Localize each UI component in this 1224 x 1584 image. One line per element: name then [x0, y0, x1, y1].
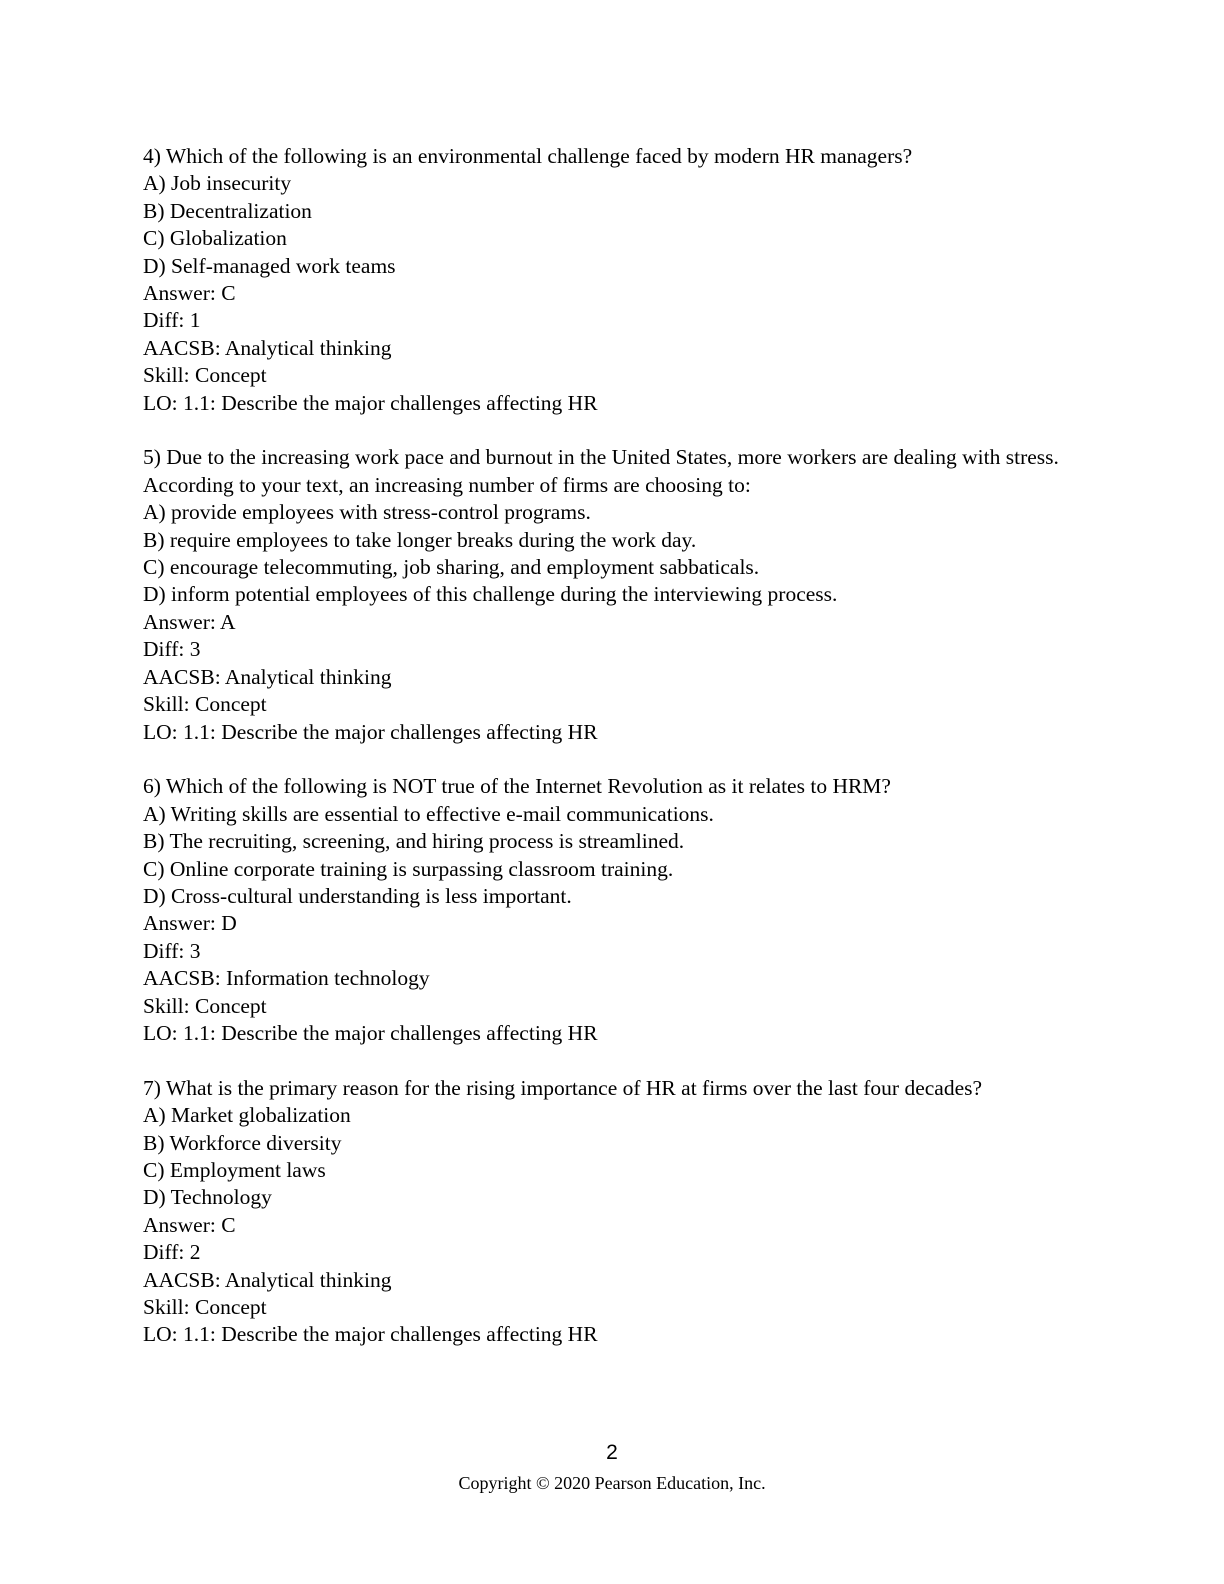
answer-key: Answer: C: [143, 1212, 236, 1237]
question-4: [143, 143, 1103, 417]
aacsb-tag: AACSB: Analytical thinking: [143, 1267, 392, 1292]
page-content: [143, 143, 1103, 1376]
answer-option-a: A) provide employees with stress-control programs.: [143, 500, 591, 525]
answer-option-c: C) Globalization: [143, 226, 287, 251]
answer-option-c: C) encourage telecommuting, job sharing, and employment sabbaticals.: [143, 555, 760, 580]
answer-option-c: C) Online corporate training is surpassing classroom training.: [143, 856, 674, 881]
difficulty: Diff: 1: [143, 308, 201, 333]
answer-option-d: D) inform potential employees of this challenge during the interviewing process.: [143, 582, 838, 607]
answer-option-a: A) Market globalization: [143, 1103, 351, 1128]
answer-option-b: B) The recruiting, screening, and hiring process is streamlined.: [143, 829, 685, 854]
answer-key: Answer: A: [143, 609, 236, 634]
question-prompt: 4) Which of the following is an environmental challenge faced by modern HR managers?: [143, 144, 913, 168]
learning-objective: LO: 1.1: Describe the major challenges affecting HR: [143, 1020, 598, 1045]
skill-tag: Skill: Concept: [143, 993, 267, 1018]
answer-option-d: D) Technology: [143, 1185, 272, 1210]
question-7: [143, 1075, 1103, 1349]
question-6: [143, 773, 1103, 1047]
answer-key: Answer: C: [143, 281, 236, 306]
copyright-notice: Copyright © 2020 Pearson Education, Inc.: [458, 1473, 766, 1493]
answer-option-b: B) require employees to take longer breaks during the work day.: [143, 527, 697, 552]
difficulty: Diff: 3: [143, 938, 201, 963]
answer-option-b: B) Workforce diversity: [143, 1130, 342, 1155]
answer-option-d: D) Cross-cultural understanding is less important.: [143, 883, 572, 908]
page-number: 2: [606, 1441, 618, 1464]
learning-objective: LO: 1.1: Describe the major challenges affecting HR: [143, 719, 598, 744]
question-prompt: 5) Due to the increasing work pace and burnout in the United States, more workers are dealing with stress. According to your text, an increasing number of firms are choosing to:: [143, 445, 1059, 497]
difficulty: Diff: 3: [143, 637, 201, 662]
answer-key: Answer: D: [143, 911, 237, 936]
answer-option-d: D) Self-managed work teams: [143, 253, 396, 278]
question-prompt: 7) What is the primary reason for the rising importance of HR at firms over the last four decades?: [143, 1075, 983, 1100]
aacsb-tag: AACSB: Analytical thinking: [143, 664, 392, 689]
skill-tag: Skill: Concept: [143, 1295, 267, 1320]
answer-option-c: C) Employment laws: [143, 1157, 326, 1182]
learning-objective: LO: 1.1: Describe the major challenges affecting HR: [143, 1322, 598, 1347]
answer-option-a: A) Writing skills are essential to effective e-mail communications.: [143, 801, 714, 826]
skill-tag: Skill: Concept: [143, 363, 267, 388]
learning-objective: LO: 1.1: Describe the major challenges affecting HR: [143, 390, 598, 415]
answer-option-a: A) Job insecurity: [143, 171, 292, 196]
aacsb-tag: AACSB: Analytical thinking: [143, 335, 392, 360]
aacsb-tag: AACSB: Information technology: [143, 966, 430, 991]
skill-tag: Skill: Concept: [143, 692, 267, 717]
question-5: [143, 444, 1103, 745]
difficulty: Diff: 2: [143, 1240, 201, 1265]
question-prompt: 6) Which of the following is NOT true of the Internet Revolution as it relates to HRM?: [143, 774, 891, 799]
answer-option-b: B) Decentralization: [143, 198, 312, 223]
